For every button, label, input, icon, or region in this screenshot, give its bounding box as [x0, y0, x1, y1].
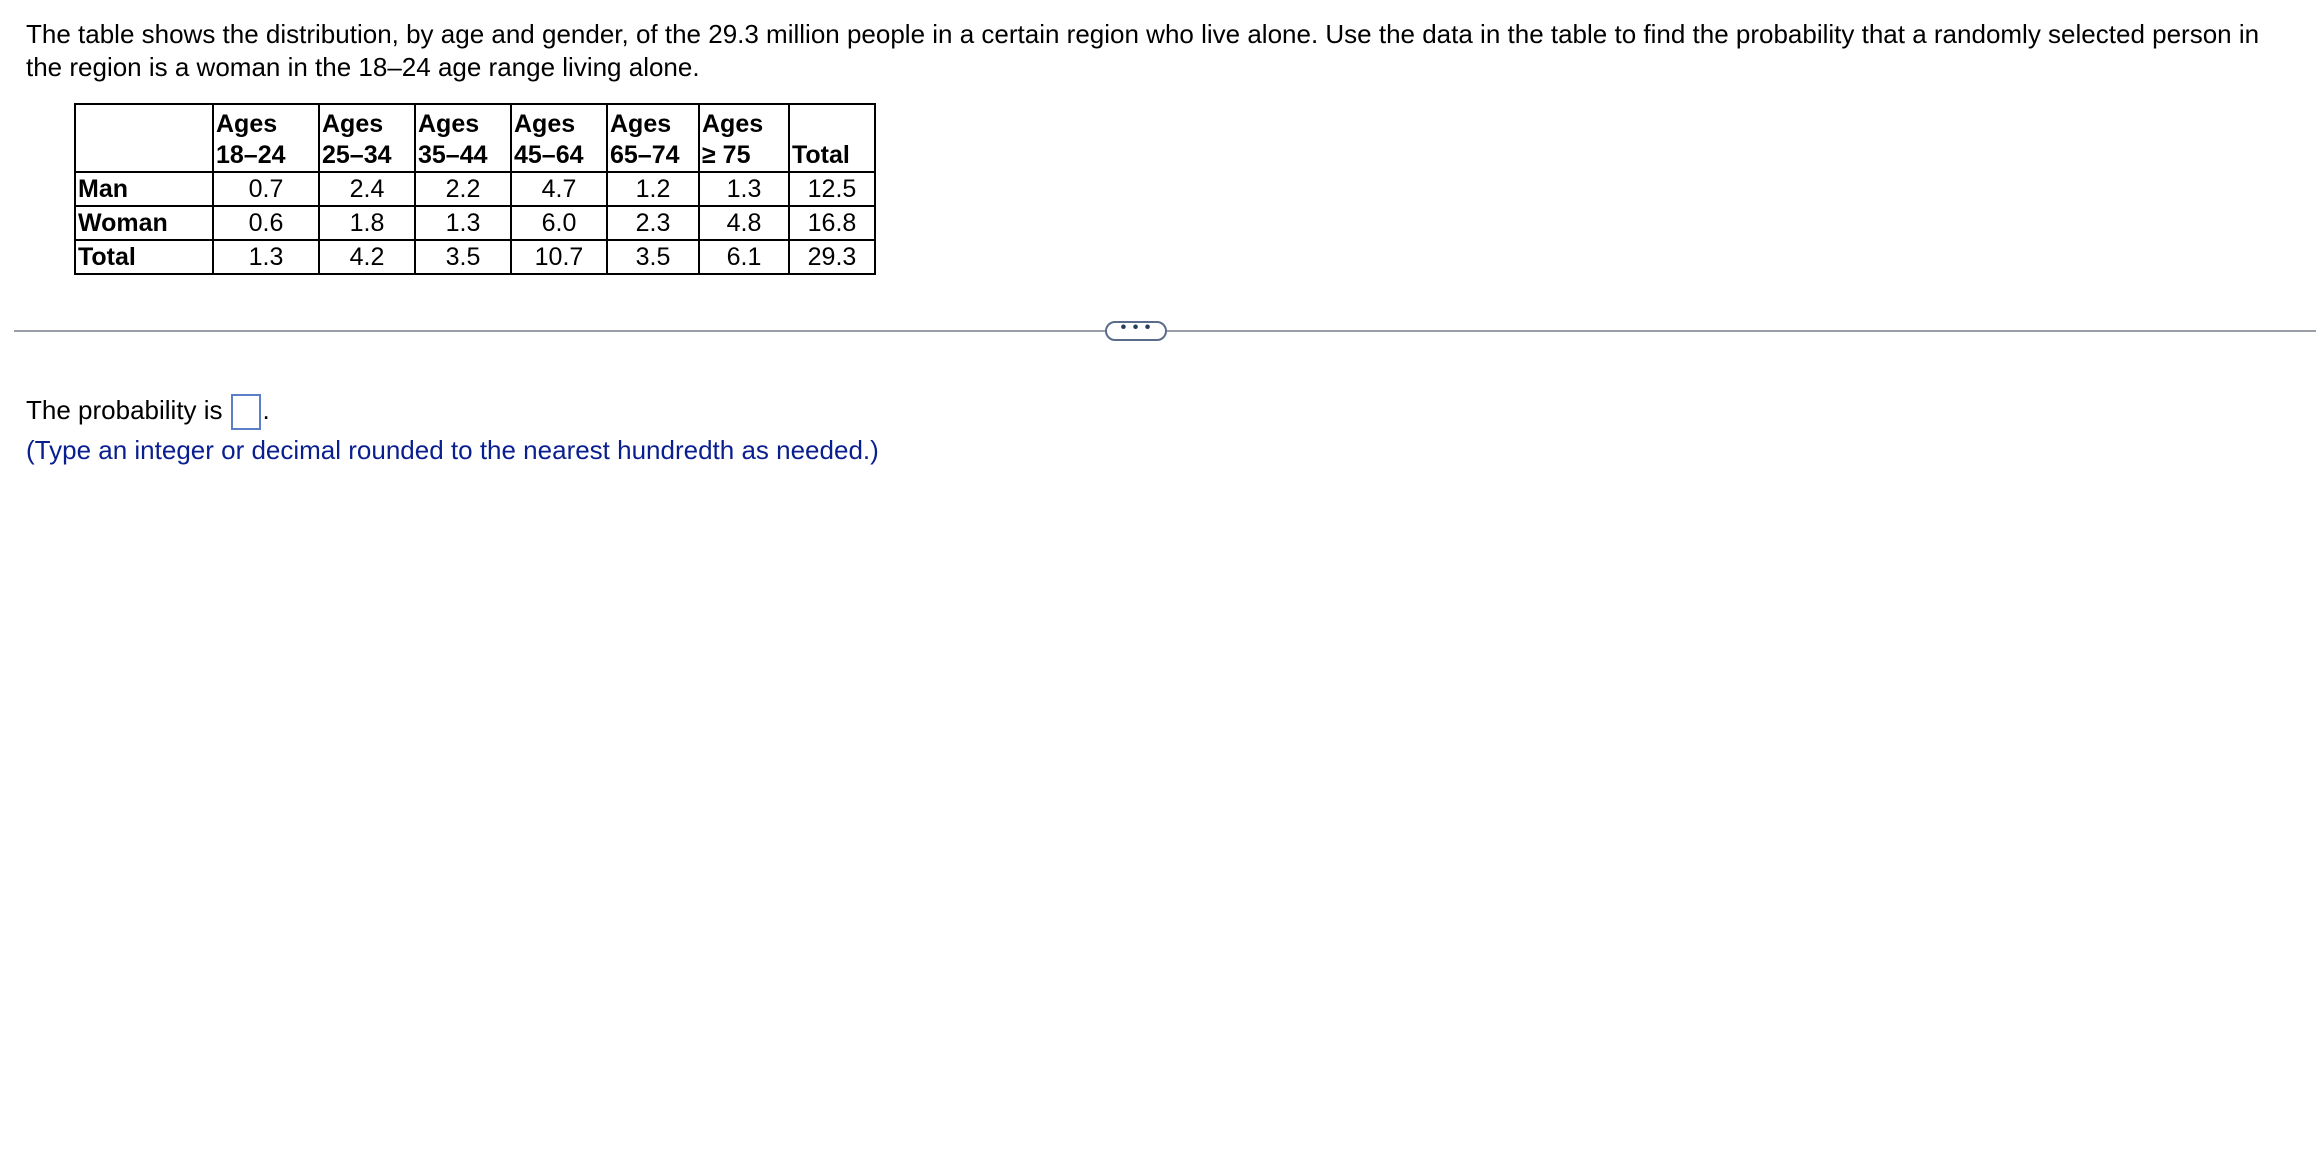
header-line2: 35–44	[418, 141, 488, 169]
table-header-65-74	[607, 104, 699, 172]
table-cell: 2.4	[319, 172, 415, 206]
answer-input[interactable]	[231, 394, 261, 430]
table-header-25-34	[319, 104, 415, 172]
header-line1: Ages	[702, 110, 764, 138]
header-line2: Total	[792, 141, 850, 169]
table-row	[75, 206, 875, 240]
table-cell: 29.3	[789, 240, 875, 274]
table-row	[75, 240, 875, 274]
table-cell: 2.2	[415, 172, 511, 206]
table-cell: 12.5	[789, 172, 875, 206]
ellipsis-icon: • • •	[1120, 319, 1152, 336]
answer-line	[26, 392, 270, 430]
header-line1: Ages	[216, 110, 278, 138]
table-cell: 6.1	[699, 240, 789, 274]
table-cell: 3.5	[607, 240, 699, 274]
header-line1: Ages	[418, 110, 480, 138]
table-cell: 4.2	[319, 240, 415, 274]
table-cell: 4.8	[699, 206, 789, 240]
table-cell: 1.3	[699, 172, 789, 206]
table-header-35-44	[415, 104, 511, 172]
table-header-45-64	[511, 104, 607, 172]
header-line1: Ages	[610, 110, 672, 138]
table-cell: 1.8	[319, 206, 415, 240]
more-options-button[interactable]	[1105, 321, 1167, 341]
table-header-total	[789, 104, 875, 172]
row-label: Man	[75, 172, 213, 206]
table-header-75-plus	[699, 104, 789, 172]
answer-suffix: .	[262, 395, 270, 425]
question-text: The table shows the distribution, by age and gender, of the 29.3 million people in a certain region who live alone. Use the data in the table to find the probability that a randomly selected person in the region is a woman in the 18–24 age range living alone.	[26, 19, 2260, 82]
table-cell: 4.7	[511, 172, 607, 206]
data-table	[74, 103, 876, 275]
header-line2: 45–64	[514, 141, 584, 169]
answer-prefix: The probability is	[26, 395, 223, 425]
table-cell: 1.3	[213, 240, 319, 274]
table-cell: 16.8	[789, 206, 875, 240]
table-cell: 0.7	[213, 172, 319, 206]
table-cell: 6.0	[511, 206, 607, 240]
header-line2: ≥ 75	[702, 141, 751, 169]
table-cell: 0.6	[213, 206, 319, 240]
answer-hint: (Type an integer or decimal rounded to the nearest hundredth as needed.)	[26, 435, 879, 465]
table-row	[75, 172, 875, 206]
table-cell: 2.3	[607, 206, 699, 240]
row-label: Total	[75, 240, 213, 274]
header-line1: Ages	[514, 110, 576, 138]
header-line2: 65–74	[610, 141, 680, 169]
row-label: Woman	[75, 206, 213, 240]
table-header-corner	[75, 104, 213, 172]
table-header-18-24	[213, 104, 319, 172]
table-cell: 1.2	[607, 172, 699, 206]
header-line2: 18–24	[216, 141, 286, 169]
table-cell: 1.3	[415, 206, 511, 240]
table-cell: 10.7	[511, 240, 607, 274]
header-line1: Ages	[322, 110, 384, 138]
table-header-row	[75, 104, 875, 172]
header-line2: 25–34	[322, 141, 392, 169]
table-cell: 3.5	[415, 240, 511, 274]
